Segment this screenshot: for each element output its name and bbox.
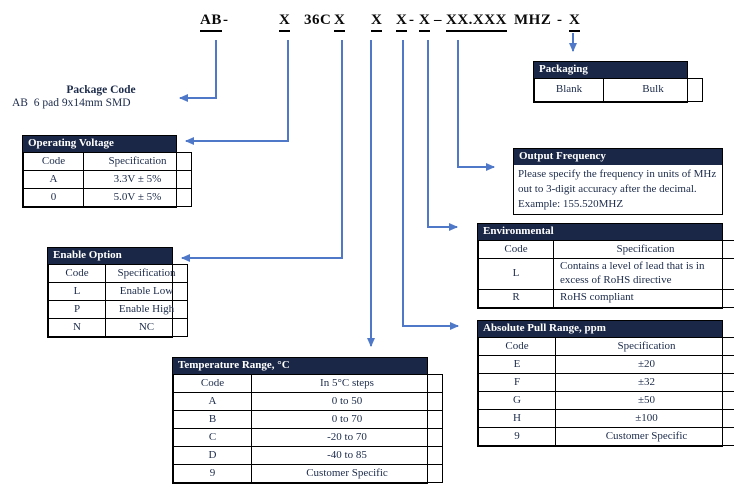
table-row xyxy=(174,375,443,393)
package-code-value: AB 6 pad 9x14mm SMD xyxy=(12,97,131,109)
part-number-segment: X xyxy=(371,12,382,32)
table-row xyxy=(24,153,192,171)
table-cell: F xyxy=(479,374,556,392)
table-row xyxy=(535,79,703,102)
table-cell: D xyxy=(174,447,252,465)
packaging-table-title: Packaging xyxy=(534,62,687,78)
table-cell: Code xyxy=(479,241,554,259)
table-cell: Specification xyxy=(554,241,734,259)
table-row xyxy=(49,319,188,337)
table-row xyxy=(24,189,192,207)
enable-option-table-title: Enable Option xyxy=(48,248,172,264)
table-cell: 0 xyxy=(24,189,84,207)
part-number-segment: - xyxy=(223,12,229,28)
table-cell: A xyxy=(24,171,84,189)
table-cell: A xyxy=(174,393,252,411)
table-cell: B xyxy=(174,411,252,429)
table-cell: RoHS compliant xyxy=(554,289,734,307)
part-number-segment: 36C xyxy=(304,12,332,28)
package-code-title: Package Code xyxy=(66,84,136,96)
table-row xyxy=(174,447,443,465)
connector-package-code xyxy=(180,40,216,98)
enable-option-table xyxy=(47,247,176,338)
table-cell: Customer Specific xyxy=(252,465,443,483)
table-cell: H xyxy=(479,410,556,428)
table-cell: Blank xyxy=(535,79,604,102)
table-cell: L xyxy=(49,283,106,301)
environmental-table-title: Environmental xyxy=(478,224,722,240)
output-frequency-line: Please specify the frequency in units of MHz xyxy=(518,168,717,180)
table-cell: R xyxy=(479,289,554,307)
part-number-segment: - xyxy=(557,12,563,28)
table-cell: NC xyxy=(106,319,188,337)
table-cell: ±100 xyxy=(556,410,734,428)
table-row xyxy=(479,259,734,290)
table-cell: C xyxy=(174,429,252,447)
table-cell: Specification xyxy=(106,265,188,283)
part-number-segment: X xyxy=(334,12,345,32)
table-cell: -20 to 70 xyxy=(252,429,443,447)
connector-absolute-pull-range xyxy=(403,40,458,326)
table-cell: Code xyxy=(479,338,556,356)
table-cell: P xyxy=(49,301,106,319)
table-row xyxy=(49,283,188,301)
table-row xyxy=(174,393,443,411)
part-number-segment: X xyxy=(279,12,290,32)
connector-environmental xyxy=(428,40,457,227)
part-number-segment: X xyxy=(569,12,580,32)
table-cell: ±32 xyxy=(556,374,734,392)
output-frequency-box xyxy=(513,148,723,215)
packaging-table xyxy=(533,61,688,103)
table-cell: E xyxy=(479,356,556,374)
table-row xyxy=(479,374,734,392)
package-code-label xyxy=(12,84,162,109)
table-row xyxy=(174,465,443,483)
table-cell: Code xyxy=(24,153,84,171)
table-cell: ±50 xyxy=(556,392,734,410)
part-number-segment: X xyxy=(419,12,430,32)
temperature-range-table-title: Temperature Range, °C xyxy=(173,358,427,374)
table-cell: -40 to 85 xyxy=(252,447,443,465)
part-number-segment: X xyxy=(396,12,407,32)
table-cell: N xyxy=(49,319,106,337)
table-cell: 0 to 70 xyxy=(252,411,443,429)
table-cell: L xyxy=(479,259,554,290)
output-frequency-line: Example: 155.520MHZ xyxy=(518,198,624,210)
table-cell: Enable Low xyxy=(106,283,188,301)
connector-output-frequency xyxy=(458,40,494,167)
absolute-pull-range-table xyxy=(477,320,723,447)
table-row xyxy=(479,356,734,374)
absolute-pull-range-table-title: Absolute Pull Range, ppm xyxy=(478,321,722,337)
table-cell: Specification xyxy=(556,338,734,356)
table-cell: Contains a level of lead that is in excess of RoHS directive xyxy=(554,259,734,290)
table-row xyxy=(24,171,192,189)
table-row xyxy=(479,338,734,356)
temperature-range-table xyxy=(172,357,428,484)
environmental-table xyxy=(477,223,723,309)
table-cell: Enable High xyxy=(106,301,188,319)
table-row xyxy=(479,241,734,259)
table-cell: Code xyxy=(174,375,252,393)
operating-voltage-table-title: Operating Voltage xyxy=(23,136,176,152)
connector-operating-voltage xyxy=(186,40,288,141)
table-row xyxy=(174,411,443,429)
part-number-segment: - xyxy=(409,12,415,28)
part-number-segment: – xyxy=(434,12,442,28)
output-frequency-note xyxy=(514,165,722,214)
table-cell: 0 to 50 xyxy=(252,393,443,411)
table-row xyxy=(479,392,734,410)
table-row xyxy=(479,289,734,307)
part-number xyxy=(0,12,734,36)
part-number-segment: AB xyxy=(200,12,222,32)
table-cell: 9 xyxy=(174,465,252,483)
part-number-segment: XX.XXX xyxy=(446,12,507,32)
table-cell: Bulk xyxy=(604,79,703,102)
table-cell: G xyxy=(479,392,556,410)
table-cell: In 5°C steps xyxy=(252,375,443,393)
table-row xyxy=(479,428,734,446)
table-cell: 3.3V ± 5% xyxy=(84,171,192,189)
output-frequency-title: Output Frequency xyxy=(514,149,722,165)
table-cell: 9 xyxy=(479,428,556,446)
table-row xyxy=(479,410,734,428)
operating-voltage-table xyxy=(22,135,177,208)
table-cell: Customer Specific xyxy=(556,428,734,446)
table-cell: Specification xyxy=(84,153,192,171)
table-cell: 5.0V ± 5% xyxy=(84,189,192,207)
table-row xyxy=(174,429,443,447)
table-row xyxy=(49,301,188,319)
table-cell: Code xyxy=(49,265,106,283)
connector-enable-option xyxy=(182,40,342,258)
table-cell: ±20 xyxy=(556,356,734,374)
part-number-segment: MHZ xyxy=(514,12,552,28)
output-frequency-line: out to 3-digit accuracy after the decimal. xyxy=(518,183,697,195)
table-row xyxy=(49,265,188,283)
